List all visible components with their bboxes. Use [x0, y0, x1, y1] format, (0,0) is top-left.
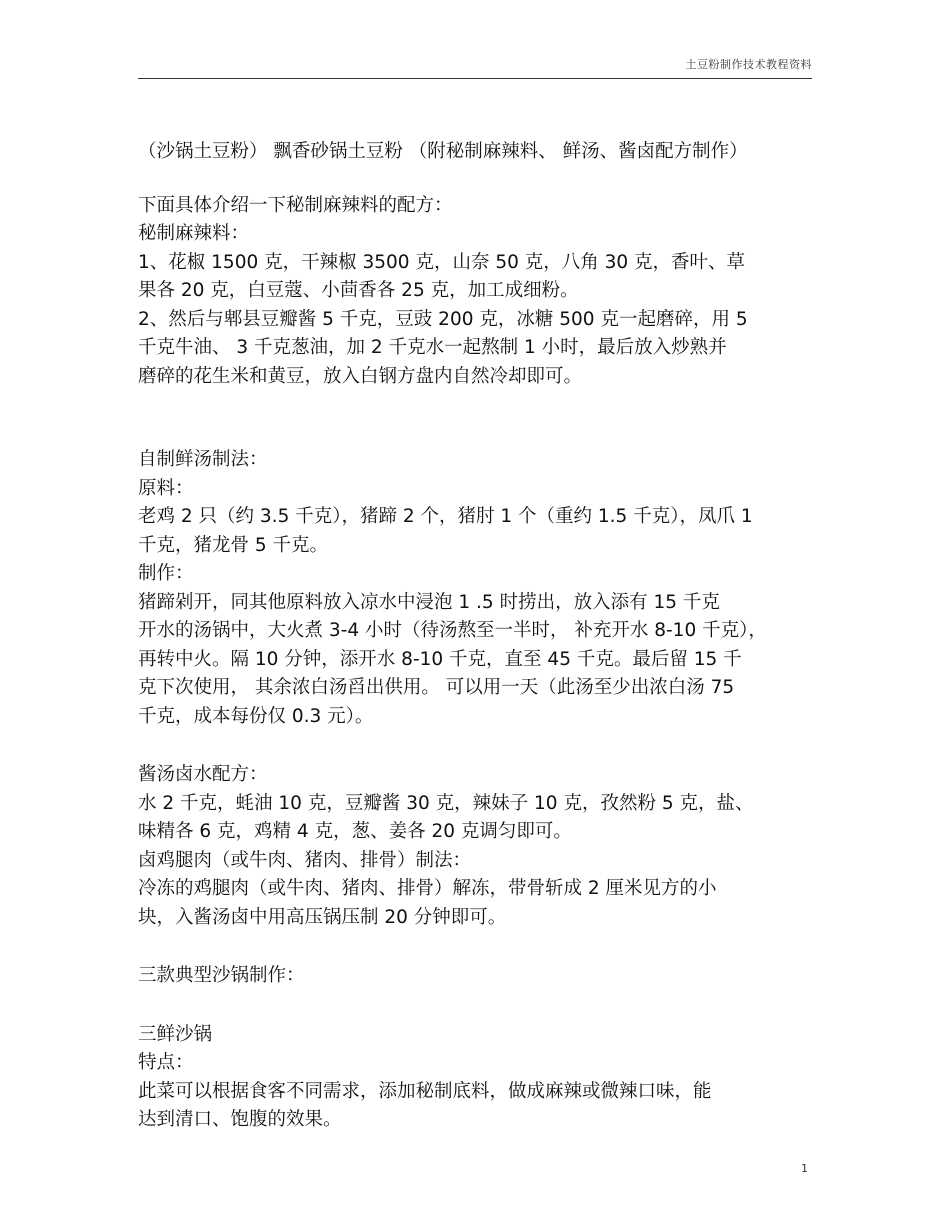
spacer — [138, 991, 813, 1021]
soup-method-line: 再转中火。隔 10 分钟，添开水 8-10 千克，直至 45 千克。最后留 15 千 — [138, 648, 742, 670]
soup-ingredients-label: 原料： — [138, 477, 194, 499]
soup-method-line: 猪蹄剁开，同其他原料放入凉水中浸泡 1 .5 时捞出，放入添有 15 千克 — [138, 591, 720, 613]
casserole-heading: 三款典型沙锅制作： — [138, 965, 305, 986]
sanxian-heading: 三鲜沙锅 — [138, 1023, 213, 1045]
spice-heading: 秘制麻辣料： — [138, 223, 250, 244]
features-line: 达到清口、饱腹的效果。 — [138, 1109, 342, 1130]
soup-method-line: 千克，成本每份仅 0.3 元）。 — [138, 705, 374, 727]
soup-ingredient-line: 千克，猪龙骨 5 千克。 — [138, 534, 329, 556]
features-line: 此菜可以根据食客不同需求，添加秘制底料，做成麻辣或微辣口味，能 — [138, 1080, 712, 1102]
spice-line: 磨碎的花生米和黄豆，放入白钢方盘内自然冷却即可。 — [138, 365, 583, 387]
document-title: （沙锅土豆粉） 飘香砂锅土豆粉 （附秘制麻辣料、 鲜汤、酱卤配方制作） — [138, 141, 748, 162]
spacer — [138, 731, 813, 761]
document-body — [138, 138, 813, 1135]
header-title: 土豆粉制作技术教程资料 — [685, 58, 812, 71]
features-label: 特点： — [138, 1052, 194, 1073]
intro-paragraph: 下面具体介绍一下秘制麻辣料的配方： — [138, 194, 453, 216]
spacer — [138, 391, 813, 446]
spacer — [138, 167, 813, 192]
spacer — [138, 932, 813, 962]
braise-line: 块，入酱汤卤中用高压锅压制 20 分钟即可。 — [138, 906, 507, 928]
spice-line: 果各 20 克，白豆蔻、小茴香各 25 克，加工成细粉。 — [138, 280, 579, 301]
braise-heading: 卤鸡腿肉（或牛肉、猪肉、排骨）制法： — [138, 849, 472, 871]
brine-line: 水 2 千克，蚝油 10 克，豆瓣酱 30 克，辣妹子 10 克，孜然粉 5 克，盐、 — [138, 792, 754, 814]
soup-heading: 自制鲜汤制法： — [138, 449, 268, 470]
spice-line: 千克牛油、 3 千克葱油，加 2 千克水一起熬制 1 小时，最后放入炒熟并 — [138, 337, 727, 358]
page-number: 1 — [801, 1162, 808, 1175]
soup-ingredient-line: 老鸡 2 只（约 3.5 千克），猪蹄 2 个，猪肘 1 个（重约 1.5 千克），凤爪 1 — [138, 506, 753, 527]
spice-line: 1、花椒 1500 克，干辣椒 3500 克，山奈 50 克，八角 30 克，香叶、草 — [138, 251, 746, 273]
page-header — [138, 56, 812, 79]
brine-line: 味精各 6 克，鸡精 4 克，葱、姜各 20 克调匀即可。 — [138, 821, 572, 842]
braise-line: 冷冻的鸡腿肉（或牛肉、猪肉、排骨）解冻，带骨斩成 2 厘米见方的小 — [138, 878, 717, 899]
spice-line: 2、然后与郫县豆瓣酱 5 千克，豆豉 200 克，冰糖 500 克一起磨碎，用 5 — [138, 308, 748, 330]
brine-heading: 酱汤卤水配方： — [138, 764, 268, 785]
soup-method-line: 开水的汤锅中，大火煮 3-4 小时（待汤熬至一半时， 补充开水 8-10 千克）， — [138, 620, 767, 641]
soup-method-label: 制作： — [138, 563, 194, 584]
soup-method-line: 克下次使用， 其余浓白汤舀出供用。 可以用一天（此汤至少出浓白汤 75 — [138, 677, 735, 698]
